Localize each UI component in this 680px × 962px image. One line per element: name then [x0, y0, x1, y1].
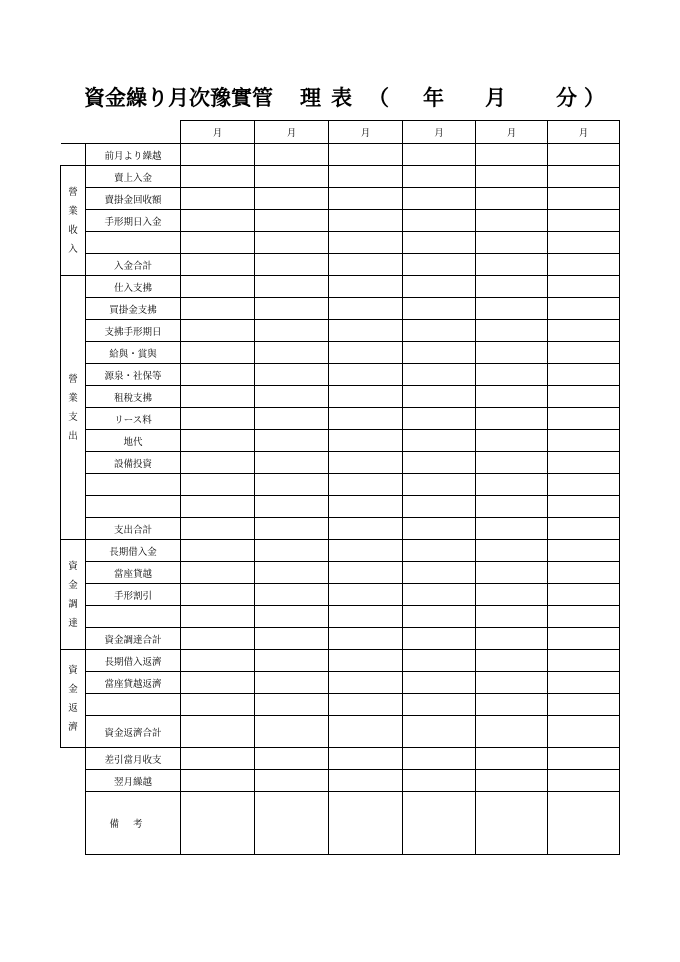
row-label-empty	[86, 232, 181, 254]
value-cell[interactable]	[181, 210, 255, 232]
row-label-sales_income: 賣上入金	[86, 166, 181, 188]
value-cell[interactable]	[181, 518, 255, 540]
value-cell[interactable]	[255, 320, 329, 342]
row-label-withholding: 源泉・社保等	[86, 364, 181, 386]
value-cell[interactable]	[255, 188, 329, 210]
value-cell[interactable]	[181, 474, 255, 496]
value-cell[interactable]	[329, 650, 403, 672]
row-label-repay_total: 資金返濟合計	[86, 716, 181, 748]
group-op_expense	[61, 276, 86, 540]
table-row	[61, 518, 620, 540]
title-close-paren: ）	[584, 85, 605, 110]
value-cell[interactable]	[476, 650, 548, 672]
table-row	[61, 628, 620, 650]
value-cell[interactable]	[403, 606, 476, 628]
value-cell[interactable]	[181, 792, 255, 855]
value-cell[interactable]	[329, 452, 403, 474]
value-cell[interactable]	[548, 792, 620, 855]
value-cell[interactable]	[329, 408, 403, 430]
value-cell[interactable]	[476, 606, 548, 628]
row-label-salary: 給與・賞與	[86, 342, 181, 364]
cash-flow-table	[60, 120, 620, 855]
value-cell[interactable]	[255, 474, 329, 496]
value-cell[interactable]	[329, 210, 403, 232]
value-cell[interactable]	[255, 166, 329, 188]
row-label-rent: 地代	[86, 430, 181, 452]
value-cell[interactable]	[548, 188, 620, 210]
value-cell[interactable]	[255, 232, 329, 254]
month-header: 月	[181, 121, 255, 144]
value-cell[interactable]	[181, 452, 255, 474]
value-cell[interactable]	[476, 792, 548, 855]
title-year: 年	[423, 85, 444, 110]
group-label: 營業支出	[68, 373, 78, 442]
value-cell[interactable]	[548, 606, 620, 628]
value-cell[interactable]	[403, 210, 476, 232]
group-op_income	[61, 166, 86, 276]
value-cell[interactable]	[403, 474, 476, 496]
table-row	[61, 792, 620, 855]
value-cell[interactable]	[329, 540, 403, 562]
value-cell[interactable]	[548, 540, 620, 562]
value-cell[interactable]	[403, 430, 476, 452]
value-cell[interactable]	[476, 496, 548, 518]
value-cell[interactable]	[329, 606, 403, 628]
value-cell[interactable]	[403, 628, 476, 650]
value-cell[interactable]	[255, 770, 329, 792]
table-row	[61, 276, 620, 298]
value-cell[interactable]	[548, 210, 620, 232]
value-cell[interactable]	[329, 342, 403, 364]
month-header: 月	[329, 121, 403, 144]
value-cell[interactable]	[255, 430, 329, 452]
value-cell[interactable]	[329, 298, 403, 320]
value-cell[interactable]	[548, 166, 620, 188]
group-financing	[61, 540, 86, 650]
table-row	[61, 386, 620, 408]
table-row	[61, 672, 620, 694]
value-cell[interactable]	[476, 342, 548, 364]
value-cell[interactable]	[548, 474, 620, 496]
row-label-carry_out: 翌月繰越	[86, 770, 181, 792]
value-cell[interactable]	[181, 298, 255, 320]
value-cell[interactable]	[329, 584, 403, 606]
table-row	[61, 562, 620, 584]
table-row	[61, 232, 620, 254]
corner-blank	[61, 121, 181, 144]
value-cell[interactable]	[548, 144, 620, 166]
value-cell[interactable]	[476, 584, 548, 606]
value-cell[interactable]	[403, 144, 476, 166]
value-cell[interactable]	[548, 672, 620, 694]
month-header: 月	[476, 121, 548, 144]
row-label-discount: 手形割引	[86, 584, 181, 606]
value-cell[interactable]	[548, 694, 620, 716]
row-label-empty	[86, 606, 181, 628]
value-cell[interactable]	[476, 562, 548, 584]
table-row	[61, 748, 620, 770]
row-label-long_loan: 長期借入金	[86, 540, 181, 562]
value-cell[interactable]	[329, 770, 403, 792]
value-cell[interactable]	[476, 254, 548, 276]
value-cell[interactable]	[403, 496, 476, 518]
value-cell[interactable]	[403, 584, 476, 606]
table-row	[61, 121, 620, 144]
value-cell[interactable]	[548, 628, 620, 650]
value-cell[interactable]	[255, 716, 329, 748]
value-cell[interactable]	[255, 628, 329, 650]
value-cell[interactable]	[403, 518, 476, 540]
value-cell[interactable]	[181, 276, 255, 298]
table-row	[61, 320, 620, 342]
row-label-overdraft_repay: 當座貸越返濟	[86, 672, 181, 694]
value-cell[interactable]	[181, 628, 255, 650]
value-cell[interactable]	[476, 298, 548, 320]
value-cell[interactable]	[181, 562, 255, 584]
value-cell[interactable]	[329, 672, 403, 694]
table-row	[61, 606, 620, 628]
value-cell[interactable]	[329, 716, 403, 748]
value-cell[interactable]	[255, 540, 329, 562]
margin-blank	[61, 792, 86, 855]
value-cell[interactable]	[403, 408, 476, 430]
row-label-expense_total: 支出合計	[86, 518, 181, 540]
value-cell[interactable]	[255, 650, 329, 672]
value-cell[interactable]	[476, 474, 548, 496]
value-cell[interactable]	[329, 166, 403, 188]
table-row	[61, 584, 620, 606]
table-row	[61, 694, 620, 716]
value-cell[interactable]	[476, 716, 548, 748]
value-cell[interactable]	[548, 320, 620, 342]
group-label: 營業收入	[68, 186, 78, 255]
value-cell[interactable]	[403, 386, 476, 408]
table-row	[61, 188, 620, 210]
title-open-paren: （	[368, 85, 389, 110]
value-cell[interactable]	[329, 430, 403, 452]
month-header: 月	[403, 121, 476, 144]
value-cell[interactable]	[255, 584, 329, 606]
value-cell[interactable]	[476, 628, 548, 650]
value-cell[interactable]	[476, 518, 548, 540]
value-cell[interactable]	[548, 770, 620, 792]
value-cell[interactable]	[403, 672, 476, 694]
row-label-lease: リース料	[86, 408, 181, 430]
table-row	[61, 342, 620, 364]
value-cell[interactable]	[476, 320, 548, 342]
table-row	[61, 496, 620, 518]
value-cell[interactable]	[329, 694, 403, 716]
value-cell[interactable]	[476, 210, 548, 232]
row-label-empty	[86, 474, 181, 496]
value-cell[interactable]	[403, 716, 476, 748]
value-cell[interactable]	[255, 364, 329, 386]
row-label-note_due_out: 支拂手形期日	[86, 320, 181, 342]
value-cell[interactable]	[403, 748, 476, 770]
value-cell[interactable]	[548, 298, 620, 320]
value-cell[interactable]	[181, 716, 255, 748]
value-cell[interactable]	[255, 452, 329, 474]
value-cell[interactable]	[255, 210, 329, 232]
value-cell[interactable]	[181, 232, 255, 254]
value-cell[interactable]	[548, 430, 620, 452]
value-cell[interactable]	[181, 408, 255, 430]
row-label-empty	[86, 694, 181, 716]
value-cell[interactable]	[329, 562, 403, 584]
title-bun: 分	[556, 85, 577, 110]
page-title	[0, 84, 680, 116]
value-cell[interactable]	[329, 364, 403, 386]
value-cell[interactable]	[476, 770, 548, 792]
value-cell[interactable]	[329, 276, 403, 298]
value-cell[interactable]	[476, 166, 548, 188]
value-cell[interactable]	[403, 540, 476, 562]
table-row	[61, 298, 620, 320]
group-label: 資金返濟	[68, 664, 78, 733]
month-header: 月	[548, 121, 620, 144]
row-label-tax: 租稅支拂	[86, 386, 181, 408]
value-cell[interactable]	[548, 452, 620, 474]
value-cell[interactable]	[403, 770, 476, 792]
value-cell[interactable]	[403, 694, 476, 716]
row-label-note_due_in: 手形期日入金	[86, 210, 181, 232]
value-cell[interactable]	[548, 584, 620, 606]
value-cell[interactable]	[403, 188, 476, 210]
table-row	[61, 716, 620, 748]
table-row	[61, 770, 620, 792]
value-cell[interactable]	[181, 188, 255, 210]
value-cell[interactable]	[181, 342, 255, 364]
row-label-financing_total: 資金調達合計	[86, 628, 181, 650]
table-row	[61, 452, 620, 474]
value-cell[interactable]	[181, 694, 255, 716]
value-cell[interactable]	[476, 430, 548, 452]
value-cell[interactable]	[255, 144, 329, 166]
value-cell[interactable]	[403, 452, 476, 474]
value-cell[interactable]	[255, 386, 329, 408]
value-cell[interactable]	[476, 672, 548, 694]
value-cell[interactable]	[548, 364, 620, 386]
value-cell[interactable]	[329, 232, 403, 254]
value-cell[interactable]	[548, 518, 620, 540]
value-cell[interactable]	[181, 320, 255, 342]
value-cell[interactable]	[255, 298, 329, 320]
value-cell[interactable]	[329, 518, 403, 540]
value-cell[interactable]	[181, 672, 255, 694]
value-cell[interactable]	[403, 650, 476, 672]
value-cell[interactable]	[329, 386, 403, 408]
value-cell[interactable]	[548, 562, 620, 584]
title-month: 月	[485, 85, 506, 110]
value-cell[interactable]	[548, 342, 620, 364]
value-cell[interactable]	[476, 540, 548, 562]
value-cell[interactable]	[476, 232, 548, 254]
margin-blank	[61, 748, 86, 770]
value-cell[interactable]	[255, 748, 329, 770]
value-cell[interactable]	[255, 496, 329, 518]
value-cell[interactable]	[548, 496, 620, 518]
value-cell[interactable]	[255, 792, 329, 855]
value-cell[interactable]	[329, 496, 403, 518]
table-row	[61, 408, 620, 430]
value-cell[interactable]	[181, 364, 255, 386]
value-cell[interactable]	[476, 276, 548, 298]
group-label: 資金調達	[68, 560, 78, 629]
title-ri: 理	[300, 85, 321, 110]
value-cell[interactable]	[403, 166, 476, 188]
table-row	[61, 364, 620, 386]
value-cell[interactable]	[403, 320, 476, 342]
value-cell[interactable]	[181, 166, 255, 188]
row-label-net_balance: 差引當月收支	[86, 748, 181, 770]
value-cell[interactable]	[255, 342, 329, 364]
value-cell[interactable]	[403, 254, 476, 276]
value-cell[interactable]	[548, 386, 620, 408]
value-cell[interactable]	[255, 408, 329, 430]
value-cell[interactable]	[255, 606, 329, 628]
value-cell[interactable]	[255, 254, 329, 276]
value-cell[interactable]	[403, 792, 476, 855]
title-hyo: 表	[331, 85, 352, 110]
table-row	[61, 166, 620, 188]
row-label-overdraft: 當座貸越	[86, 562, 181, 584]
value-cell[interactable]	[329, 748, 403, 770]
value-cell[interactable]	[548, 254, 620, 276]
value-cell[interactable]	[329, 628, 403, 650]
value-cell[interactable]	[476, 364, 548, 386]
table-row	[61, 650, 620, 672]
margin-blank	[61, 770, 86, 792]
value-cell[interactable]	[403, 276, 476, 298]
value-cell[interactable]	[181, 606, 255, 628]
value-cell[interactable]	[403, 232, 476, 254]
value-cell[interactable]	[329, 254, 403, 276]
value-cell[interactable]	[548, 408, 620, 430]
value-cell[interactable]	[181, 254, 255, 276]
value-cell[interactable]	[403, 342, 476, 364]
row-label-carry_in: 前月より繰越	[86, 144, 181, 166]
value-cell[interactable]	[476, 408, 548, 430]
value-cell[interactable]	[548, 232, 620, 254]
row-label-capex: 設備投資	[86, 452, 181, 474]
value-cell[interactable]	[181, 650, 255, 672]
row-label-remarks: 備考	[86, 792, 181, 855]
value-cell[interactable]	[476, 386, 548, 408]
value-cell[interactable]	[181, 770, 255, 792]
value-cell[interactable]	[329, 144, 403, 166]
value-cell[interactable]	[548, 650, 620, 672]
row-label-long_repay: 長期借入返濟	[86, 650, 181, 672]
value-cell[interactable]	[403, 364, 476, 386]
table-row	[61, 474, 620, 496]
value-cell[interactable]	[329, 320, 403, 342]
table-row	[61, 540, 620, 562]
value-cell[interactable]	[403, 562, 476, 584]
value-cell[interactable]	[181, 748, 255, 770]
value-cell[interactable]	[181, 584, 255, 606]
value-cell[interactable]	[181, 540, 255, 562]
value-cell[interactable]	[476, 144, 548, 166]
value-cell[interactable]	[476, 748, 548, 770]
value-cell[interactable]	[548, 716, 620, 748]
row-label-purchase: 仕入支拂	[86, 276, 181, 298]
value-cell[interactable]	[329, 792, 403, 855]
title-main: 資金繰り月次豫實管	[84, 85, 273, 110]
table-row	[61, 430, 620, 452]
table-row	[61, 210, 620, 232]
row-label-income_total: 入金合計	[86, 254, 181, 276]
value-cell[interactable]	[255, 694, 329, 716]
table-row	[61, 254, 620, 276]
row-label-payable: 買掛金支拂	[86, 298, 181, 320]
month-header: 月	[255, 121, 329, 144]
row-label-receivable: 賣掛金回收額	[86, 188, 181, 210]
value-cell[interactable]	[255, 562, 329, 584]
value-cell[interactable]	[329, 188, 403, 210]
row-label-empty	[86, 496, 181, 518]
value-cell[interactable]	[181, 496, 255, 518]
value-cell[interactable]	[476, 188, 548, 210]
value-cell[interactable]	[476, 452, 548, 474]
value-cell[interactable]	[255, 672, 329, 694]
value-cell[interactable]	[548, 276, 620, 298]
value-cell[interactable]	[181, 144, 255, 166]
value-cell[interactable]	[403, 298, 476, 320]
value-cell[interactable]	[181, 430, 255, 452]
value-cell[interactable]	[255, 518, 329, 540]
value-cell[interactable]	[476, 694, 548, 716]
value-cell[interactable]	[329, 474, 403, 496]
group-repayment	[61, 650, 86, 748]
value-cell[interactable]	[255, 276, 329, 298]
margin-blank	[61, 144, 86, 166]
value-cell[interactable]	[548, 748, 620, 770]
table-row	[61, 144, 620, 166]
value-cell[interactable]	[181, 386, 255, 408]
